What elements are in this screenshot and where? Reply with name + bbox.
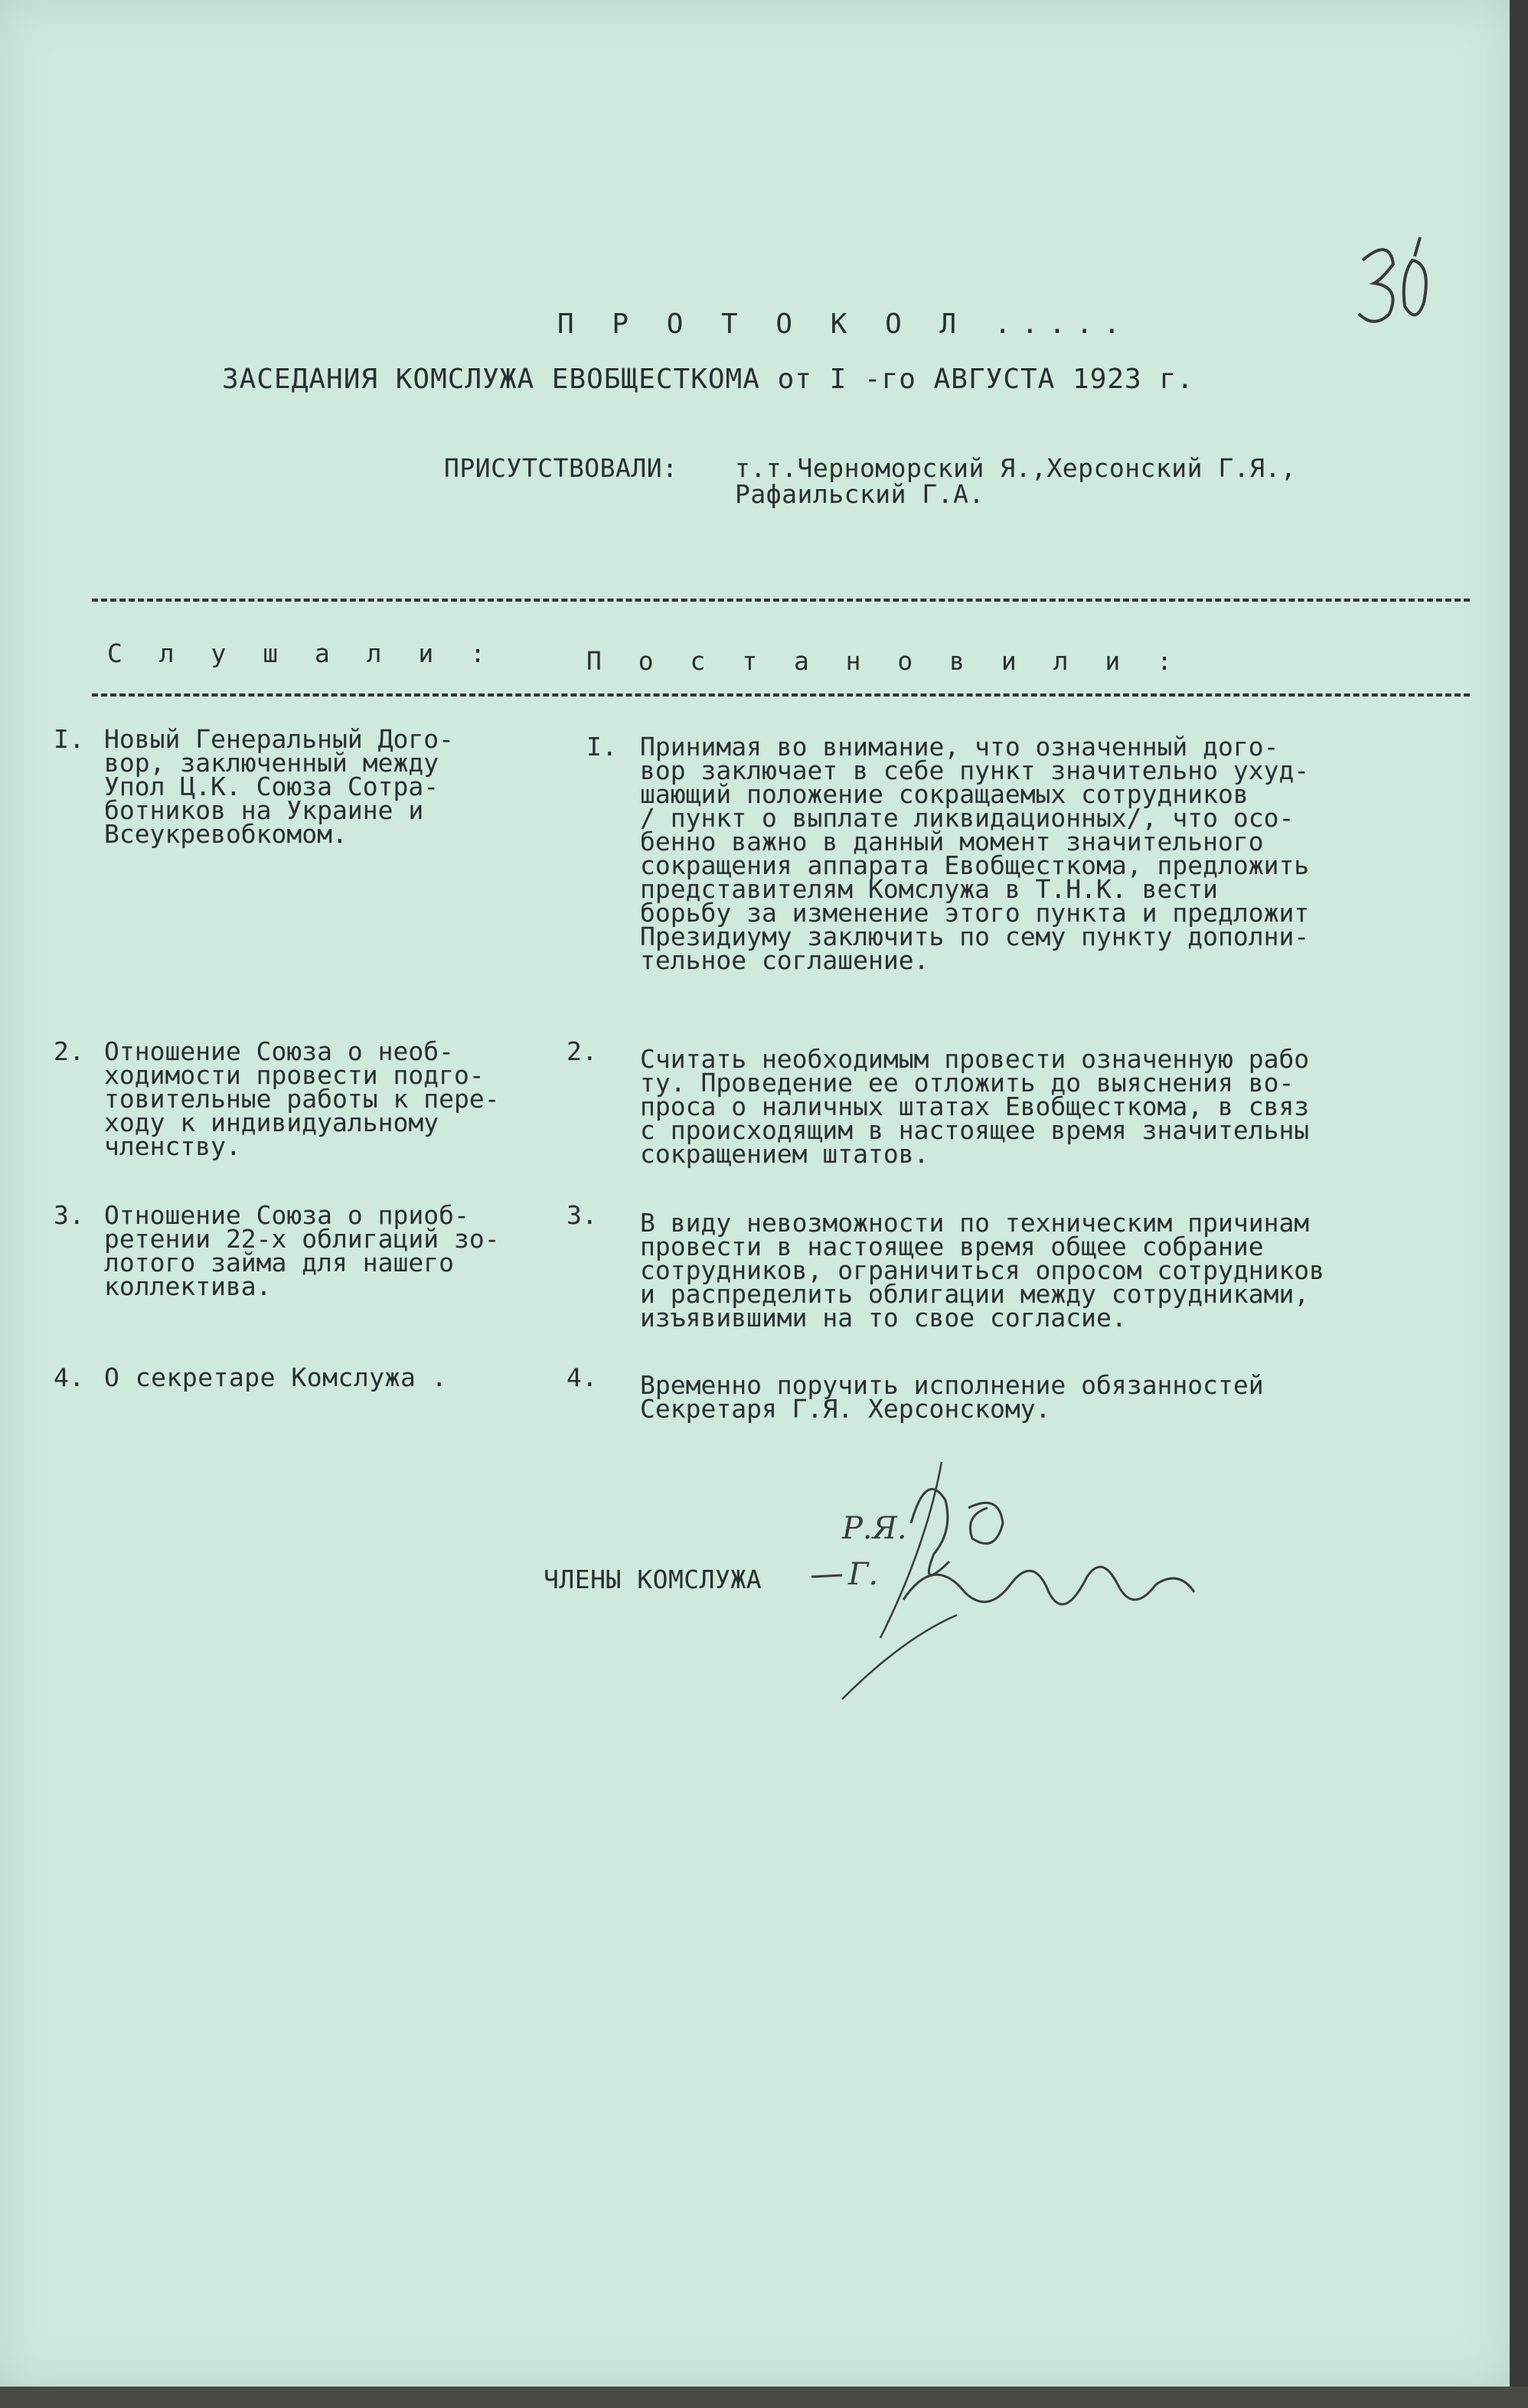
item-heard: Отношение Союза о приоб- ретении 22-х облигаций зо- лотого займа для нашего коллектива. (104, 1200, 500, 1301)
resolved-number: I. (586, 732, 618, 762)
resolved-number: 2. (566, 1036, 598, 1066)
signature-initials-2: Г. (848, 1557, 879, 1592)
item-resolved: Временно поручить исполнение обязанностей Секретаря Г.Я. Херсонскому. (640, 1370, 1264, 1424)
item-number: 2. (54, 1036, 85, 1066)
item-heard: О секретаре Комслужа . (104, 1362, 448, 1392)
item-number: 3. (54, 1200, 85, 1230)
item-heard: Отношение Союза о необ- ходимости провести подго- товительные работы к пере- ходу к индивидуальному членству. (104, 1036, 500, 1161)
header-resolved: П о с т а н о в и л и : (586, 646, 1183, 676)
item-resolved: В виду невозможности по техническим причинам провести в настоящее время общее собрание сотрудников, ограничиться опросом сотрудников и распределить облигации между сотрудниками, изъявившими на то свое согласие. (640, 1208, 1325, 1333)
signature-initials-1: Р.Я. (842, 1511, 907, 1546)
resolved-number: 3. (566, 1200, 598, 1230)
scan-edge-bottom (0, 2387, 1528, 2408)
item-resolved: Принимая во внимание, что означенный дого- вор заключает в себе пункт значительно ухуд- шающий положение сокращаемых сотрудников / пункт о выплате ликвидационных/, что осо- бенно важно в данный момент значительного сокращения аппарата Евобщесткома, предложить представителям Комслужа в Т.Н.К. вести борьбу за изменение этого пункта и предложит Президиуму заключить по сему пункту дополни- тельное соглашение. (640, 732, 1310, 975)
document-subtitle: ЗАСЕДАНИЯ КОМСЛУЖА ЕВОБЩЕСТКОМА от I -го АВГУСТА 1923 г. (222, 364, 1194, 395)
item-heard: Новый Генеральный Дого- вор, заключенный между Упол Ц.К. Союза Сотра- ботников на Украине и Всеукревобкомом. (104, 724, 454, 849)
divider-bottom (92, 693, 1470, 697)
header-heard: С л у ш а л и : (107, 638, 497, 668)
handwritten-page-number (1347, 230, 1439, 337)
signature (811, 1439, 1210, 1715)
item-number: I. (54, 724, 85, 754)
item-number: 4. (54, 1362, 85, 1392)
present-line-1: т.т.Черноморский Я.,Херсонский Г.Я., (735, 453, 1297, 483)
members-label: ЧЛЕНЫ КОМСЛУЖА (544, 1565, 762, 1594)
present-label: ПРИСУТСТВОВАЛИ: (444, 453, 678, 483)
resolved-number: 4. (566, 1362, 598, 1392)
document-title: П Р О Т О К О Л ..... (557, 308, 1131, 340)
present-line-2: Рафаильский Г.А. (735, 479, 984, 509)
scan-edge-right (1510, 0, 1528, 2408)
item-resolved: Считать необходимым провести означенную рабо ту. Проведение ее отложить до выяснения во- проса о наличных штатах Евобщесткома, в связ с происходящим в настоящее время значительны сокращением штатов. (640, 1044, 1310, 1169)
divider-top (92, 599, 1470, 602)
